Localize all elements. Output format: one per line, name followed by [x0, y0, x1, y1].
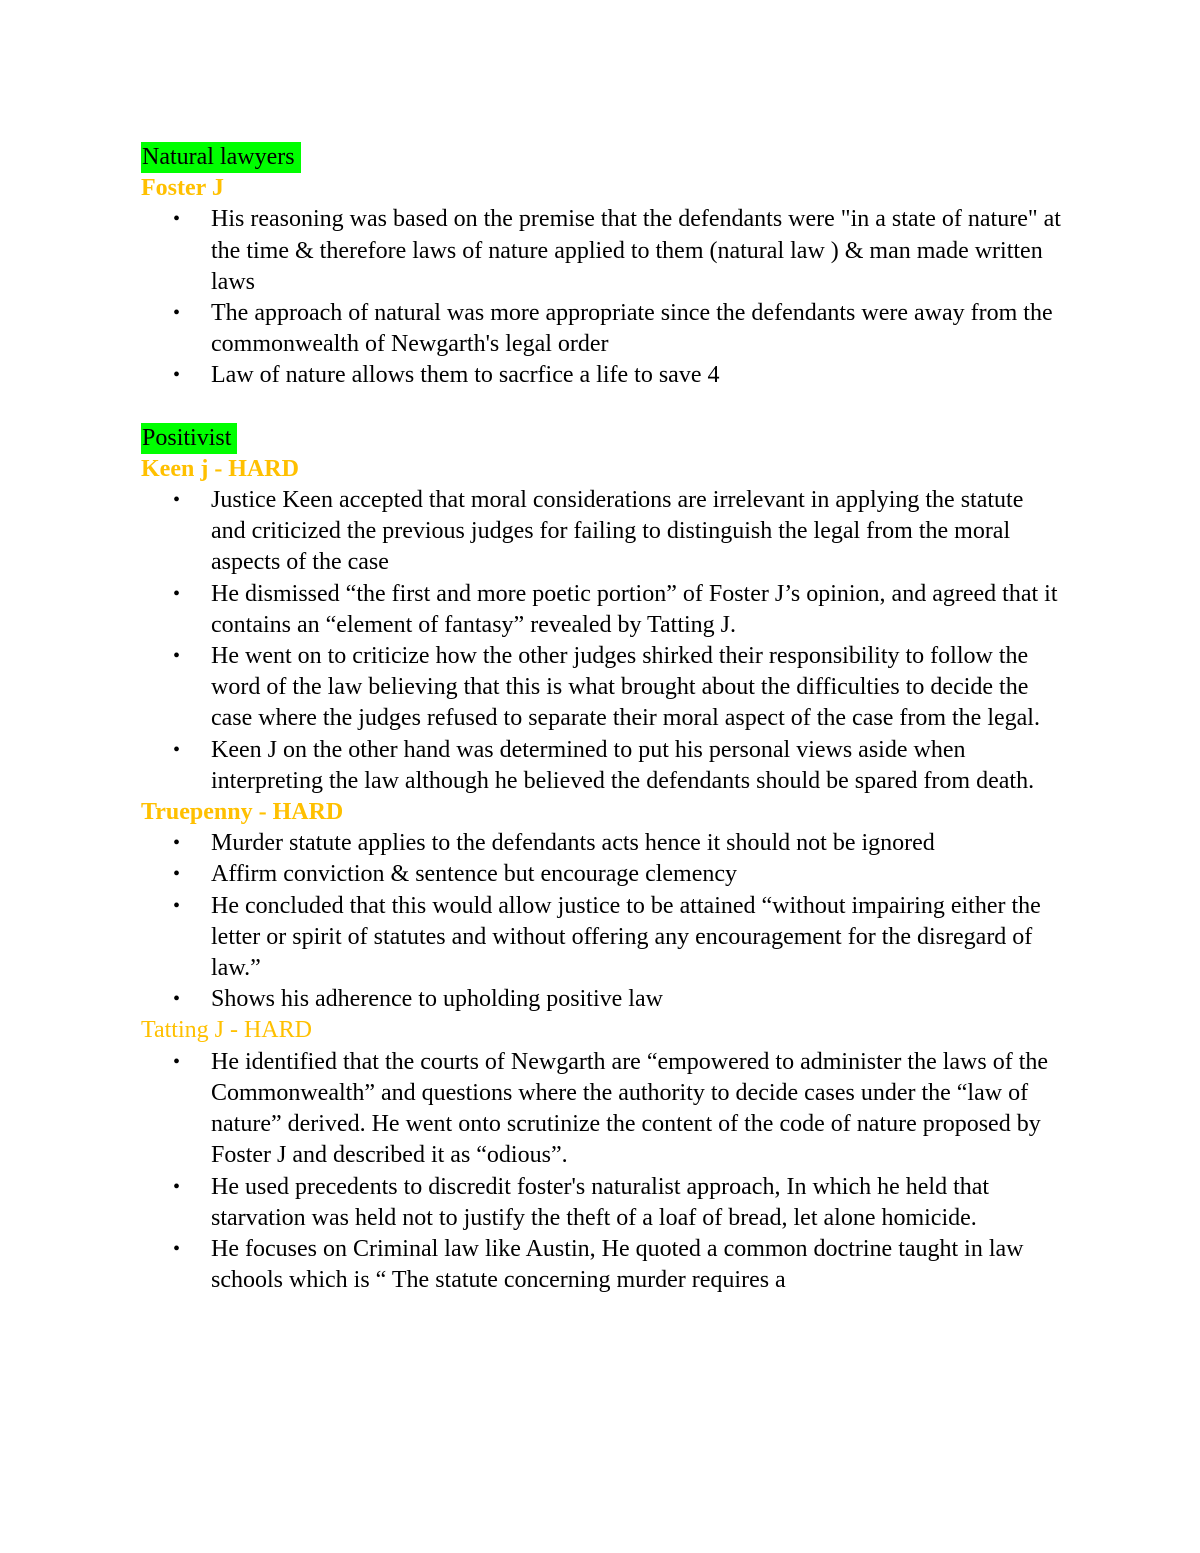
list-item: • He identified that the courts of Newgarth are “empowered to administer the laws of the Commonwealth” and questions where the authority to decide cases under the “law of nature” derived. He went onto scrutinize the content of the code of nature proposed by Foster J and described it as “odious”. — [173, 1048, 1049, 1169]
bullet-icon: • — [173, 894, 181, 917]
block-title-truepenny: Truepenny - HARD — [141, 799, 344, 826]
bullet-icon: • — [173, 1050, 181, 1073]
section-natural-lawyers — [141, 142, 1061, 392]
bullet-icon: • — [173, 1175, 181, 1198]
list-item: • Murder statute applies to the defendants acts hence it should not be ignored — [211, 828, 1061, 859]
list-item: • Affirm conviction & sentence but encourage clemency — [211, 859, 1061, 890]
list-item: • He focuses on Criminal law like Austin, He quoted a common doctrine taught in law schools which is “ The statute concerning murder requires a — [173, 1235, 1024, 1294]
section-heading: Natural lawyers — [141, 142, 301, 173]
list-item: • Law of nature allows them to sacrfice a life to save 4 — [211, 360, 1061, 391]
bullet-list-foster — [141, 204, 1061, 391]
list-item: • His reasoning was based on the premise that the defendants were "in a state of nature" at the time & therefore laws of nature applied to them (natural law ) & man made written laws — [173, 206, 1061, 295]
list-item: • Shows his adherence to upholding positive law — [211, 984, 1061, 1015]
bullet-icon: • — [173, 988, 181, 1011]
list-item: • He used precedents to discredit foster's naturalist approach, In which he held that starvation was held not to justify the theft of a loaf of bread, let alone homicide. — [173, 1173, 990, 1231]
document-content — [141, 142, 1061, 1296]
bullet-icon: • — [173, 645, 181, 668]
bullet-list-tatting — [141, 1047, 1061, 1297]
section-positivist — [141, 423, 1061, 1297]
list-item: • Keen J on the other hand was determined to put his personal views aside when interpreting the law although he believed the defendants should be spared from death. — [173, 736, 1035, 794]
bullet-icon: • — [173, 489, 181, 512]
block-title-foster: Foster J — [141, 175, 224, 202]
list-item: • He went on to criticize how the other judges shirked their responsibility to follow the word of the law believing that this is what brought about the difficulties to decide the case where the judges refused to separate their moral aspect of the case from the legal. — [173, 643, 1040, 732]
list-item: • The approach of natural was more appropriate since the defendants were away from the commonwealth of Newgarth's legal order — [173, 300, 1053, 358]
bullet-icon: • — [173, 738, 181, 761]
bullet-list-keen — [141, 485, 1061, 797]
bullet-icon: • — [173, 863, 181, 886]
block-title-keen: Keen j - HARD — [141, 455, 299, 482]
list-item: • He dismissed “the first and more poetic portion” of Foster J’s opinion, and agreed that it contains an “element of fantasy” revealed by Tatting J. — [173, 580, 1058, 638]
bullet-icon: • — [173, 582, 181, 605]
block-title-tatting: Tatting J - HARD — [141, 1017, 312, 1044]
spacer — [141, 392, 1061, 423]
section-heading: Positivist — [141, 423, 237, 454]
bullet-icon: • — [173, 832, 181, 855]
bullet-icon: • — [173, 364, 181, 387]
bullet-icon: • — [173, 1237, 181, 1260]
list-item: • Justice Keen accepted that moral considerations are irrelevant in applying the statute and criticized the previous judges for failing to distinguish the legal from the moral aspects of the case — [173, 487, 1024, 576]
bullet-icon: • — [173, 208, 181, 231]
bullet-icon: • — [173, 302, 181, 325]
bullet-list-truepenny — [141, 828, 1061, 1015]
list-item: • He concluded that this would allow justice to be attained “without impairing either the letter or spirit of statutes and without offering any encouragement for the disregard of law.” — [173, 892, 1041, 982]
